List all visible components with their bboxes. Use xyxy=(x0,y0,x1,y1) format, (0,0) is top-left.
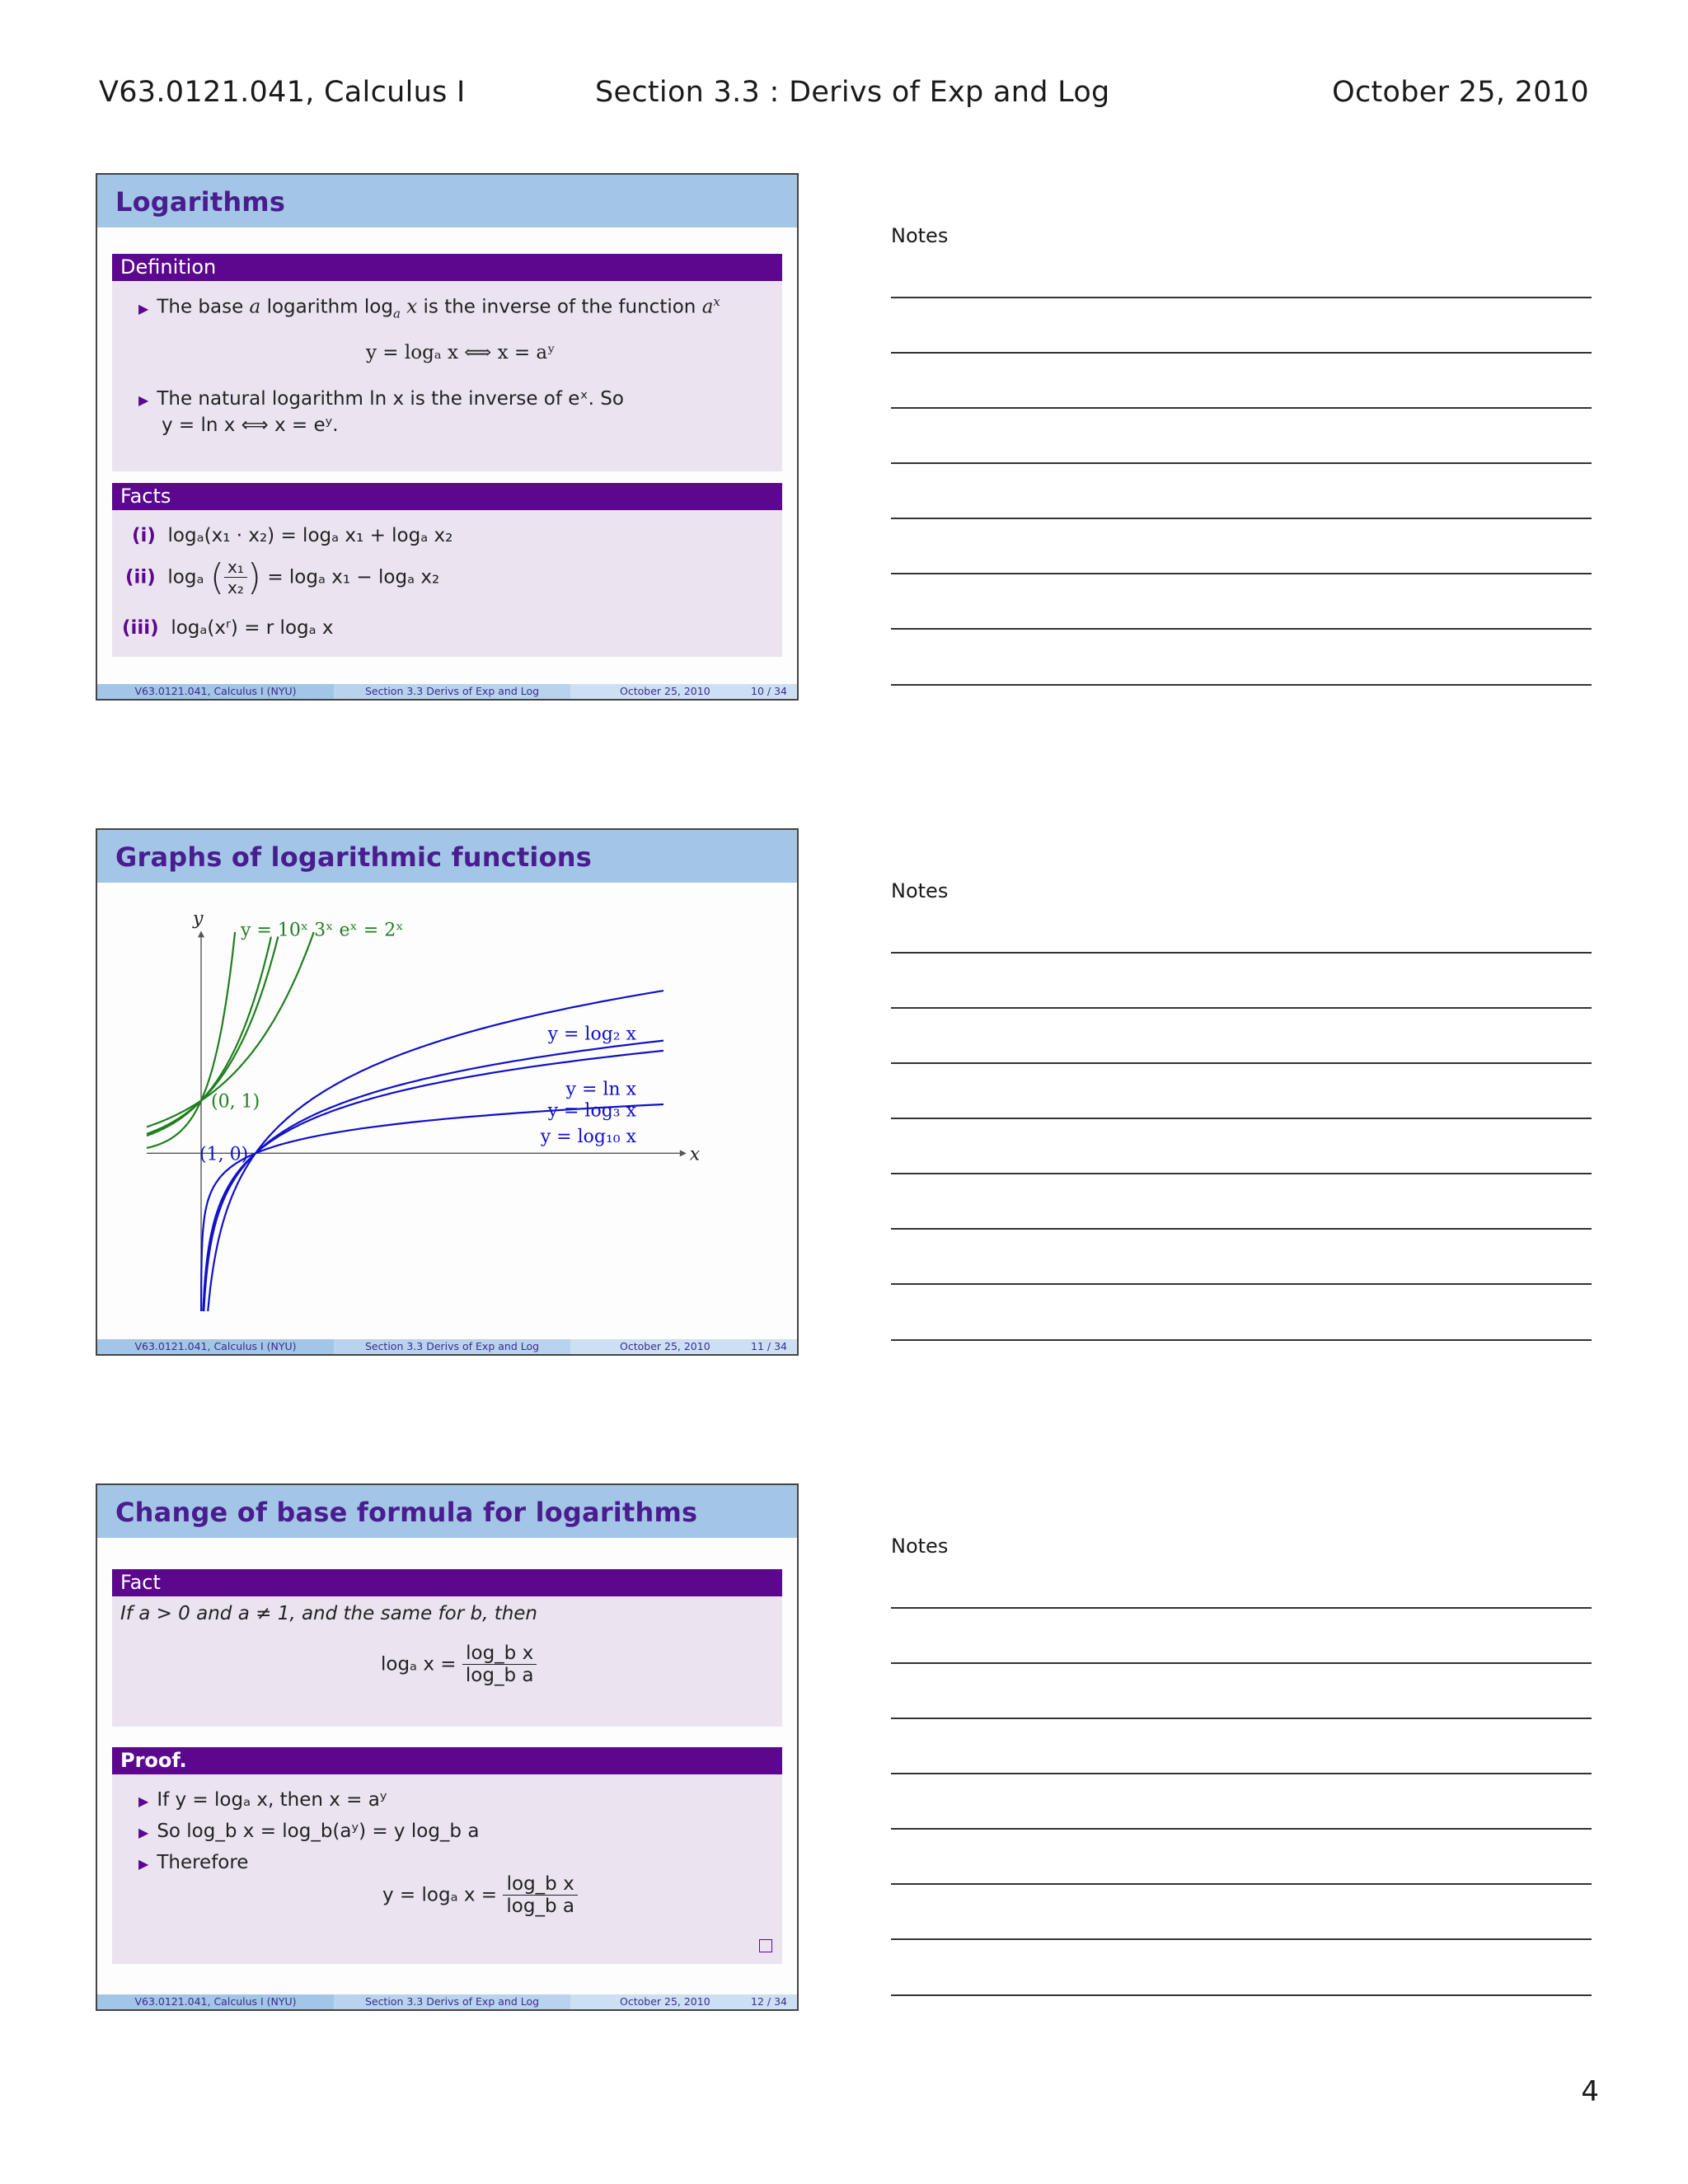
note-line xyxy=(891,407,1592,409)
qed-icon xyxy=(759,1939,772,1952)
note-line xyxy=(891,1938,1592,1940)
proof-block-title: Proof. xyxy=(112,1747,782,1774)
facts-block-body xyxy=(112,510,782,657)
slide-title-bar xyxy=(97,830,797,883)
note-line xyxy=(891,1607,1592,1609)
slide-logarithms xyxy=(96,173,799,701)
note-line xyxy=(891,684,1592,686)
note-line xyxy=(891,1662,1592,1664)
slide-footer: V63.0121.041, Calculus I (NYU) Section 3.3 Derivs of Exp and Log October 25, 2010 11 / 34 xyxy=(97,1339,797,1354)
note-line xyxy=(891,628,1592,630)
slide-title: Change of base formula for logarithms xyxy=(115,1497,698,1528)
definition-block-body xyxy=(112,281,782,471)
proof-bullet-1: ▶ If y = logₐ x, then x = aʸ xyxy=(138,1789,387,1811)
x-axis-arrow xyxy=(680,1150,687,1156)
definition-bullet-1: ▶ The base a logarithm $\log_a x$ is the inverse of the function $a^x$ xyxy=(138,294,720,321)
note-line xyxy=(891,1773,1592,1774)
slide-title-bar xyxy=(97,175,797,227)
fact-formula: logₐ x = $\frac{\text{log\_b x}}{\text{log\_b a}}$ xyxy=(381,1643,537,1700)
note-line xyxy=(891,1339,1592,1341)
slide-footer: V63.0121.041, Calculus I (NYU) Section 3.3 Derivs of Exp and Log October 25, 2010 12 / 34 xyxy=(97,1994,797,2009)
point-label-1-0: (1, 0) xyxy=(199,1144,249,1165)
fact-block-title: Fact xyxy=(112,1569,782,1596)
bullet-icon: ▶ xyxy=(138,1793,149,1809)
slide-title: Graphs of logarithmic functions xyxy=(115,841,592,873)
bullet-icon: ▶ xyxy=(138,1825,149,1840)
log-exp-chart xyxy=(97,883,797,1336)
proof-bullet-2: ▶ So log_b x = log_b(aʸ) = y log_b a xyxy=(138,1821,480,1842)
note-line xyxy=(891,1883,1592,1885)
slide-title-bar xyxy=(97,1485,797,1538)
note-line xyxy=(891,1118,1592,1119)
facts-block-title: Facts xyxy=(112,483,782,510)
notes-label: Notes xyxy=(891,1535,949,1558)
note-line xyxy=(891,1994,1592,1996)
definition-bullet-2-cont: y = ln x ⟺ x = eʸ. xyxy=(162,415,339,436)
bullet-icon: ▶ xyxy=(138,300,149,316)
fact-statement: If a > 0 and a ≠ 1, and the same for b, then xyxy=(120,1603,538,1624)
page-header-course: V63.0121.041, Calculus I xyxy=(99,76,466,109)
slide-change-of-base xyxy=(96,1483,799,2011)
page-header-section: Section 3.3 : Derivs of Exp and Log xyxy=(595,76,1110,109)
fact-item-3: (iii) logₐ(xʳ) = r logₐ x xyxy=(122,617,334,639)
page-header-date: October 25, 2010 xyxy=(1332,76,1589,109)
note-line xyxy=(891,1228,1592,1230)
slide-footer: V63.0121.041, Calculus I (NYU) Section 3.3 Derivs of Exp and Log October 25, 2010 10 / 34 xyxy=(97,684,797,699)
series-exp-3 xyxy=(147,932,235,1148)
y-axis-label: y xyxy=(193,908,204,930)
fact-item-2: (ii) logₐ ( $\frac{\text{x₁}}{\text{x₂}}$ ) = logₐ x₁ − logₐ x₂ xyxy=(125,556,440,598)
note-line xyxy=(891,1173,1592,1174)
note-line xyxy=(891,1062,1592,1064)
series-label-exp: y = 10ˣ 3ˣ eˣ = 2ˣ xyxy=(241,920,404,941)
page-number: 4 xyxy=(1581,2075,1599,2108)
fact-block-body xyxy=(112,1596,782,1727)
series-label: y = log₂ x xyxy=(547,1024,636,1045)
proof-formula: y = logₐ x = $\frac{\text{log\_b x}}{\text{log\_b a}}$ xyxy=(382,1873,578,1931)
point-label-0-1: (0, 1) xyxy=(211,1091,260,1113)
proof-bullet-3: ▶ Therefore xyxy=(138,1852,249,1873)
slide-graphs xyxy=(96,828,799,1356)
slide-title: Logarithms xyxy=(115,186,286,218)
note-line xyxy=(891,1007,1592,1009)
series-label: y = log₁₀ x xyxy=(540,1127,636,1148)
notes-label: Notes xyxy=(891,879,949,902)
note-line xyxy=(891,352,1592,354)
definition-block-title: Definition xyxy=(112,254,782,281)
y-axis-arrow xyxy=(198,930,204,937)
note-line xyxy=(891,1828,1592,1830)
note-line xyxy=(891,518,1592,519)
bullet-icon: ▶ xyxy=(138,1856,149,1872)
x-axis-label: x xyxy=(689,1144,701,1165)
bullet-icon: ▶ xyxy=(138,392,149,408)
notes-label: Notes xyxy=(891,224,949,247)
series-label: y = ln x xyxy=(565,1079,636,1100)
note-line xyxy=(891,462,1592,464)
definition-bullet-2: ▶ The natural logarithm ln x is the inverse of eˣ. So xyxy=(138,388,624,410)
note-line xyxy=(891,1283,1592,1285)
definition-equation: y = logₐ x ⟺ x = aʸ xyxy=(366,342,556,363)
note-line xyxy=(891,1718,1592,1719)
note-line xyxy=(891,573,1592,574)
note-line xyxy=(891,297,1592,298)
fact-item-1: (i) logₐ(x₁ · x₂) = logₐ x₁ + logₐ x₂ xyxy=(132,525,453,546)
series-label: y = log₃ x xyxy=(547,1100,636,1122)
proof-block-body xyxy=(112,1774,782,1964)
note-line xyxy=(891,952,1592,954)
